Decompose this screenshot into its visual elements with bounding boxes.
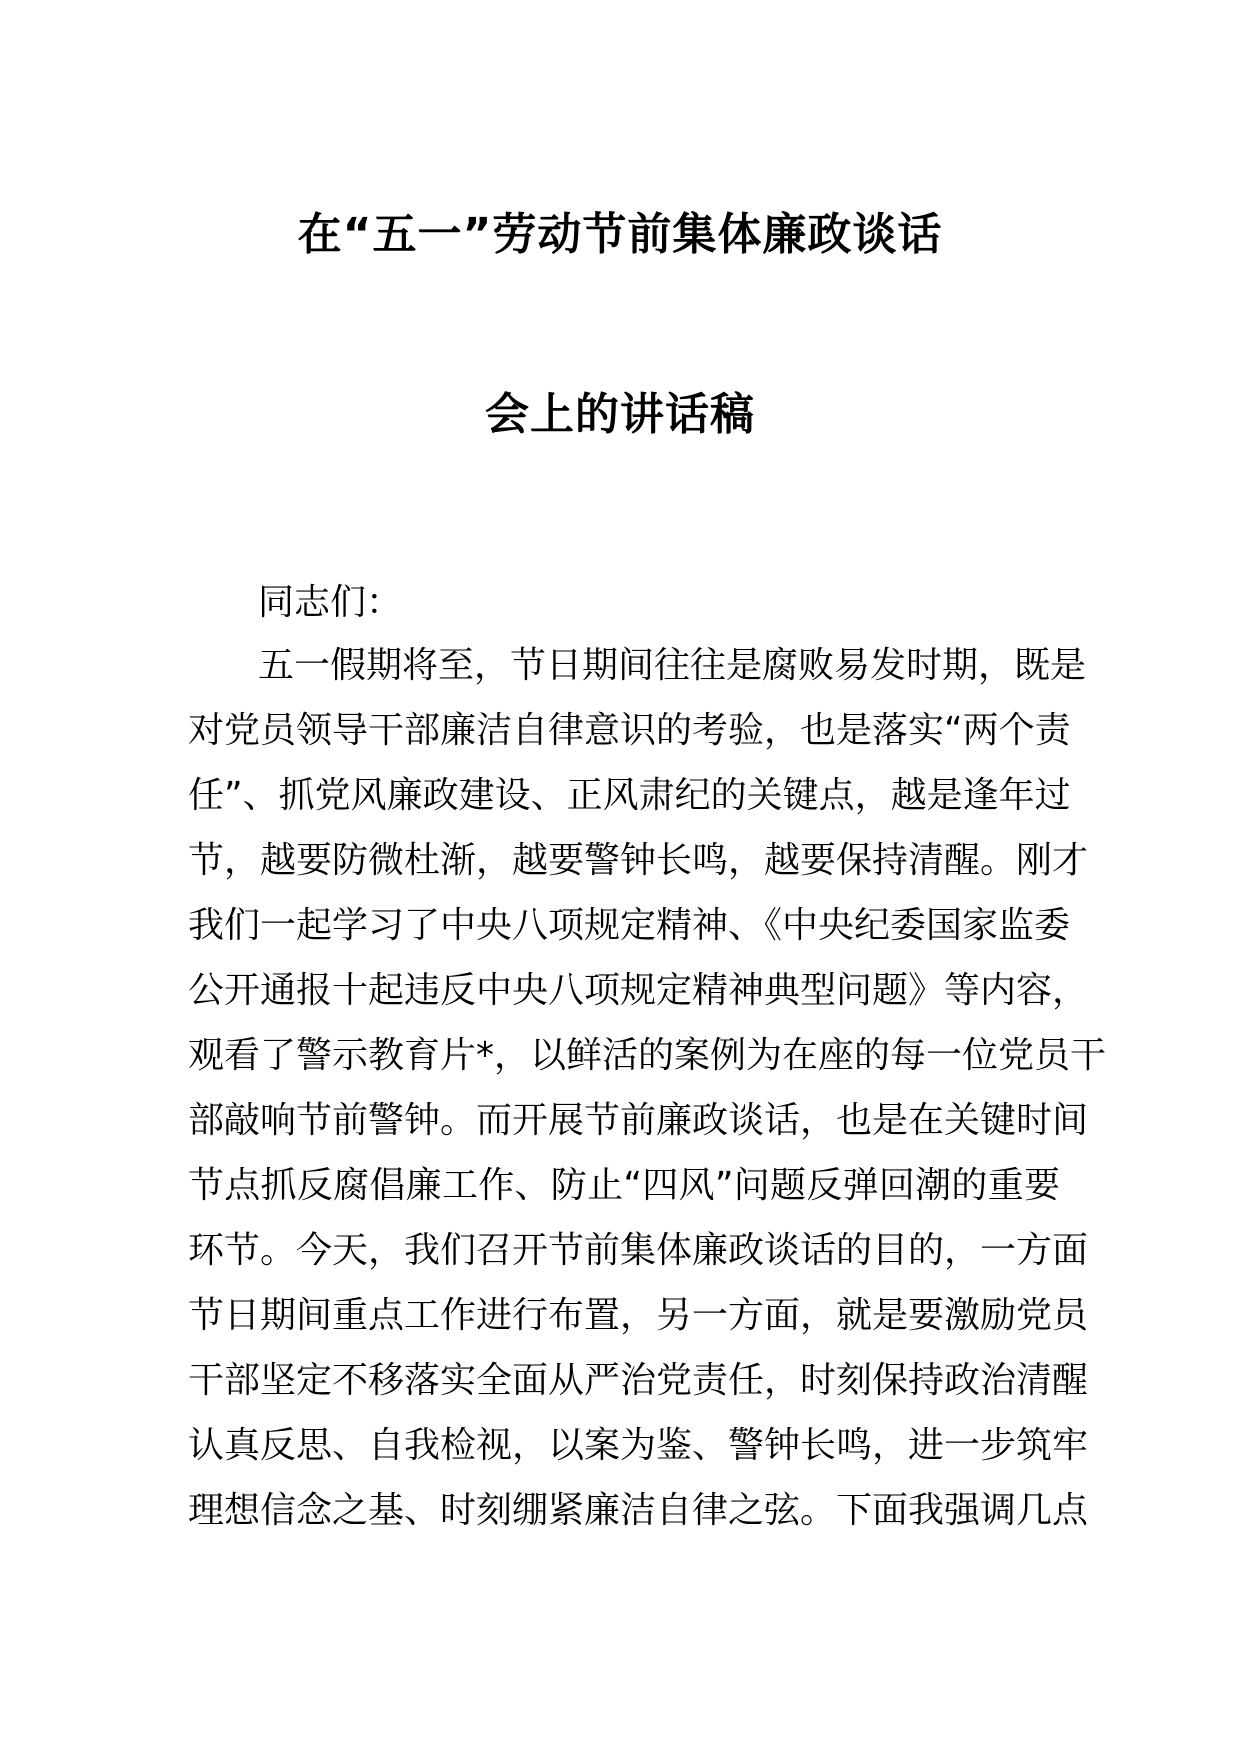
paragraph-line: 认真反思、自我检视，以案为鉴、警钟长鸣，进一步筑牢	[188, 1425, 1089, 1466]
paragraph-line: 观看了警示教育片*，以鲜活的案例为在座的每一位党员干	[188, 1035, 1107, 1076]
paragraph-line: 节，越要防微杜渐，越要警钟长鸣，越要保持清醒。刚才	[188, 840, 1089, 881]
paragraph-line: 节点抓反腐倡廉工作、防止“四风”问题反弹回潮的重要	[188, 1165, 1060, 1206]
paragraph-line: 部敲响节前警钟。而开展节前廉政谈话，也是在关键时间	[188, 1100, 1089, 1141]
paragraph-line: 任”、抓党风廉政建设、正风肃纪的关键点，越是逢年过	[188, 775, 1071, 816]
paragraph-line: 公开通报十起违反中央八项规定精神典型问题》等内容，	[188, 970, 1089, 1011]
paragraph-line: 五一假期将至，节日期间往往是腐败易发时期，既是	[258, 645, 1087, 686]
document-title-line-1: 在“五一”劳动节前集体廉政谈话	[297, 209, 943, 260]
paragraph-line: 我们一起学习了中央八项规定精神、《中央纪委国家监委	[188, 905, 1071, 946]
paragraph-line: 节日期间重点工作进行布置，另一方面，就是要激励党员	[188, 1295, 1089, 1336]
paragraph-line: 干部坚定不移落实全面从严治党责任，时刻保持政治清醒	[188, 1360, 1089, 1401]
paragraph-line: 对党员领导干部廉洁自律意识的考验，也是落实“两个责	[188, 710, 1071, 751]
salutation: 同志们：	[258, 582, 403, 623]
paragraph-line: 环节。今天，我们召开节前集体廉政谈话的目的，一方面	[188, 1230, 1089, 1271]
paragraph-1	[188, 633, 1107, 1543]
paragraph-line: 理想信念之基、时刻绷紧廉洁自律之弦。下面我强调几点	[188, 1490, 1089, 1531]
document-title-line-2: 会上的讲话稿	[485, 389, 755, 440]
